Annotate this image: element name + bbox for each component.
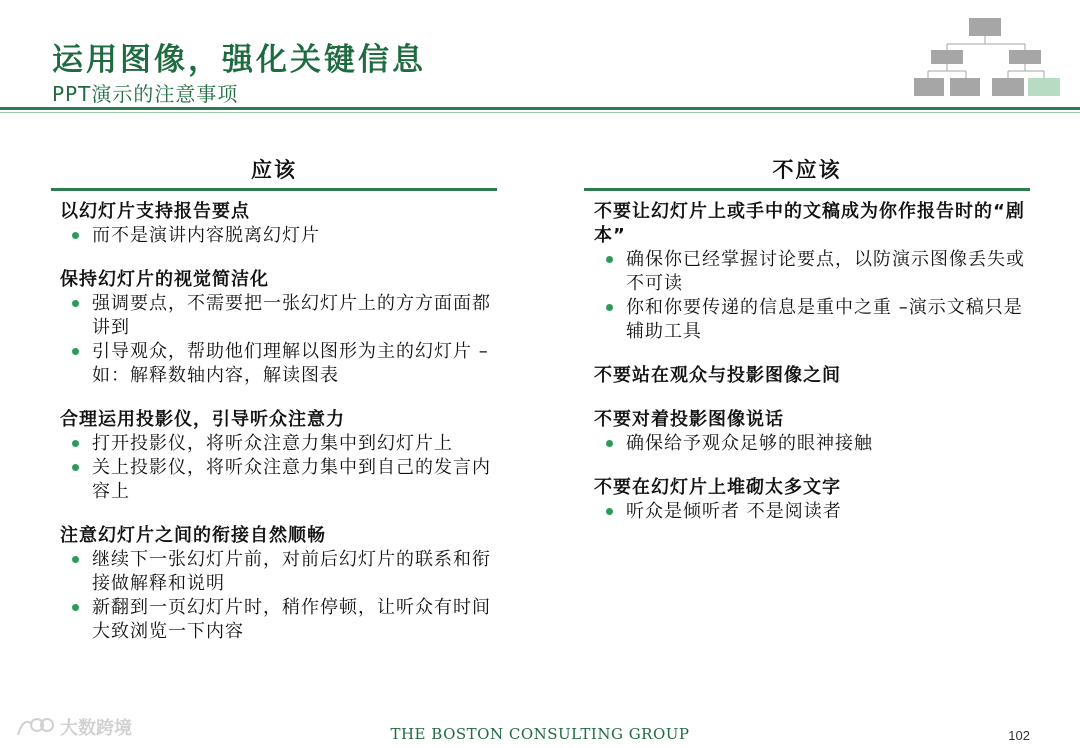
page-number: 102 xyxy=(1008,728,1030,743)
bullet-item: 引导观众，帮助他们理解以图形为主的幻灯片 – 如：解释数轴内容，解读图表 xyxy=(60,340,500,388)
section xyxy=(594,408,1034,456)
column-should xyxy=(60,200,500,664)
bullet-item: 你和你要传递的信息是重中之重 –演示文稿只是辅助工具 xyxy=(594,296,1034,344)
section-title: 不要站在观众与投影图像之间 xyxy=(594,365,841,386)
bullet-item: 打开投影仪，将听众注意力集中到幻灯片上 xyxy=(60,432,500,456)
page-subtitle: PPT演示的注意事项 xyxy=(52,82,239,106)
section-title: 注意幻灯片之间的衔接自然顺畅 xyxy=(60,525,326,546)
footer-organization: THE BOSTON CONSULTING GROUP xyxy=(390,725,690,743)
org-chart-logo-icon xyxy=(912,14,1062,100)
section-title: 不要在幻灯片上堆砌太多文字 xyxy=(594,477,841,498)
bullet-item: 强调要点，不需要把一张幻灯片上的方方面面都讲到 xyxy=(60,292,500,340)
watermark-text: 大数跨境 xyxy=(60,718,132,739)
bullet-item: 新翻到一页幻灯片时，稍作停顿，让听众有时间大致浏览一下内容 xyxy=(60,596,500,644)
bullet-item: 继续下一张幻灯片前，对前后幻灯片的联系和衔接做解释和说明 xyxy=(60,548,500,596)
column-rule-left xyxy=(51,188,497,191)
section-title: 保持幻灯片的视觉简洁化 xyxy=(60,269,269,290)
section xyxy=(60,268,500,388)
section-title: 以幻灯片支持报告要点 xyxy=(60,201,250,222)
section xyxy=(60,408,500,504)
bullet-item: 确保你已经掌握讨论要点，以防演示图像丢失或不可读 xyxy=(594,248,1034,296)
section xyxy=(60,524,500,644)
page-title: 运用图像，强化关键信息 xyxy=(52,42,426,78)
section xyxy=(60,200,500,248)
column-heading-should-not: 不应该 xyxy=(772,158,842,182)
column-should-not xyxy=(594,200,1034,544)
bullet-item: 而不是演讲内容脱离幻灯片 xyxy=(60,224,500,248)
column-heading-should: 应该 xyxy=(251,158,297,182)
header-rule-thin xyxy=(0,112,1080,113)
section xyxy=(594,476,1034,524)
section-title: 不要对着投影图像说话 xyxy=(594,409,784,430)
column-rule-right xyxy=(584,188,1030,191)
section-title: 合理运用投影仪，引导听众注意力 xyxy=(60,409,345,430)
bullet-item: 确保给予观众足够的眼神接触 xyxy=(594,432,1034,456)
bullet-item: 关上投影仪，将听众注意力集中到自己的发言内容上 xyxy=(60,456,500,504)
section-title: 不要让幻灯片上或手中的文稿成为你作报告时的“剧本” xyxy=(594,201,1025,246)
section xyxy=(594,364,1034,388)
bullet-item: 听众是倾听者 不是阅读者 xyxy=(594,500,1034,524)
section xyxy=(594,200,1034,344)
header-rule xyxy=(0,107,1080,110)
